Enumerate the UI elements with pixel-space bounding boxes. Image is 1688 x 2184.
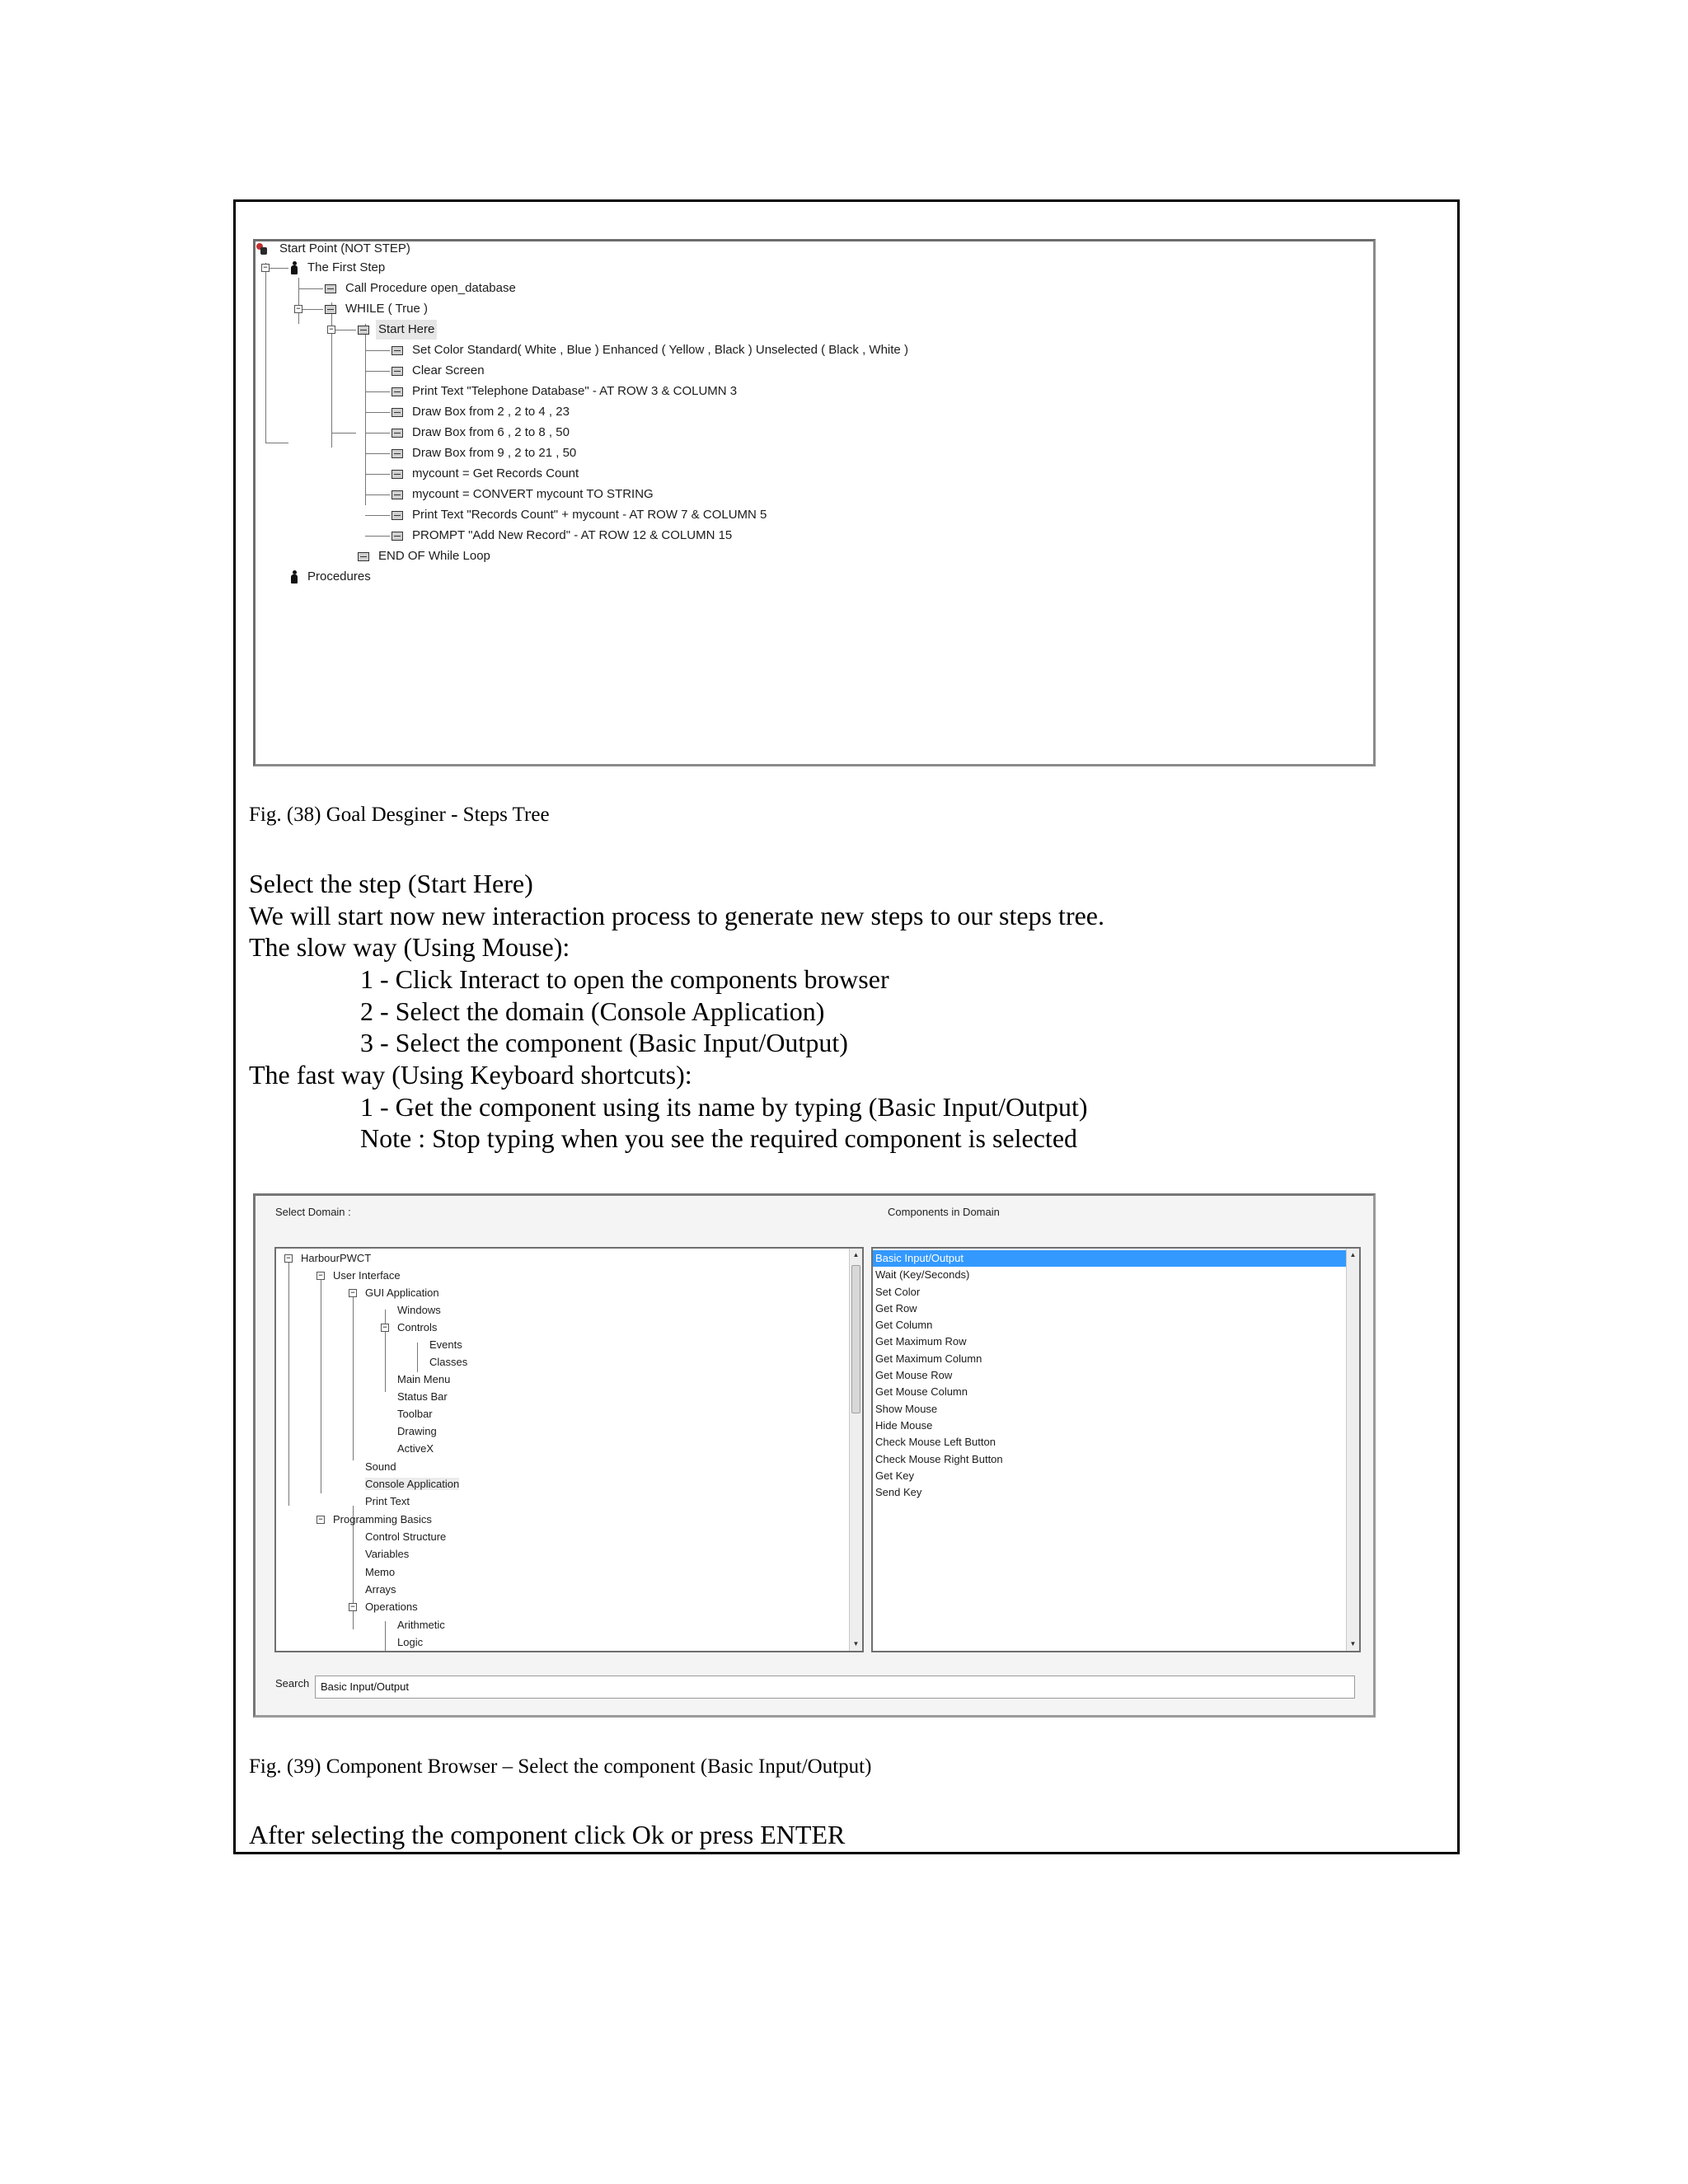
step-icon <box>392 449 403 458</box>
domain-node[interactable]: HarbourPWCT <box>301 1252 372 1264</box>
tree-line <box>365 391 390 392</box>
body-line: We will start now new interaction process to generate new steps to our steps tree. <box>249 901 1104 930</box>
tree-line <box>365 453 390 454</box>
domain-scrollbar[interactable] <box>849 1249 862 1651</box>
component-browser-screenshot <box>253 1193 1376 1718</box>
component-item[interactable]: Get Mouse Column <box>875 1385 968 1399</box>
tree-line <box>265 263 266 443</box>
search-input[interactable]: Basic Input/Output <box>315 1675 1355 1699</box>
tree-node-step[interactable]: PROMPT "Add New Record" - AT ROW 12 & COLUMN 15 <box>392 526 734 546</box>
tree-line <box>298 278 299 324</box>
component-item[interactable]: Hide Mouse <box>875 1418 933 1432</box>
body-line: 1 - Get the component using its name by typing (Basic Input/Output) <box>360 1092 1088 1122</box>
step-icon <box>392 532 403 541</box>
body-line: Note : Stop typing when you see the required component is selected <box>360 1123 1078 1153</box>
step-icon <box>358 552 369 561</box>
search-label: Search <box>275 1677 310 1690</box>
domain-node[interactable]: Drawing <box>397 1425 437 1437</box>
tree-line <box>365 324 366 505</box>
tree-node-step[interactable]: Print Text "Telephone Database" - AT ROW 3 & COLUMN 3 <box>392 382 739 401</box>
expand-collapse-icon[interactable]: − <box>349 1289 357 1297</box>
tree-node-step[interactable]: Draw Box from 9 , 2 to 21 , 50 <box>392 443 579 463</box>
tree-line <box>385 1621 386 1652</box>
component-item[interactable]: Set Color <box>875 1285 921 1298</box>
tree-node-start-point[interactable]: Start Point (NOT STEP) <box>256 239 413 259</box>
domain-node[interactable]: User Interface <box>333 1269 401 1282</box>
domain-node[interactable]: Logic <box>397 1636 424 1648</box>
component-item[interactable]: Send Key <box>875 1486 922 1499</box>
domain-node[interactable]: Status Bar <box>397 1390 448 1403</box>
step-icon <box>392 387 403 396</box>
expand-collapse-icon[interactable]: − <box>294 305 302 313</box>
domain-node[interactable]: Windows <box>397 1304 441 1316</box>
tree-line <box>365 474 390 475</box>
scroll-down-arrow-icon[interactable]: ▼ <box>1349 1640 1357 1647</box>
domain-node[interactable]: Classes <box>429 1356 468 1368</box>
step-icon <box>392 470 403 479</box>
steps-tree <box>256 241 1373 764</box>
tree-line <box>417 1343 418 1372</box>
tree-node-while[interactable]: WHILE ( True ) <box>325 299 430 319</box>
step-icon <box>392 346 403 355</box>
tree-node-procedures[interactable]: Procedures <box>290 567 373 587</box>
tree-node-step[interactable]: Set Color Standard( White , Blue ) Enhanced ( Yellow , Black ) Unselected ( Black , White ) <box>392 340 911 360</box>
component-item[interactable]: Get Column <box>875 1319 933 1332</box>
domain-node[interactable]: Toolbar <box>397 1408 433 1420</box>
tree-node-step[interactable]: Draw Box from 2 , 2 to 4 , 23 <box>392 402 572 422</box>
component-item-selected[interactable]: Basic Input/Output <box>873 1250 1346 1267</box>
tree-line <box>288 1258 289 1506</box>
domain-node[interactable]: Control Structure <box>365 1530 447 1543</box>
components-in-domain-label: Components in Domain <box>888 1206 1000 1218</box>
component-item[interactable]: Get Key <box>875 1469 914 1482</box>
body-line: 3 - Select the component (Basic Input/Output) <box>360 1028 848 1057</box>
domain-node[interactable]: Programming Basics <box>333 1513 432 1526</box>
domain-node[interactable]: Controls <box>397 1321 438 1333</box>
tree-node-start-here[interactable]: Start Here <box>358 320 437 340</box>
tree-line <box>365 412 390 413</box>
step-icon <box>392 408 403 417</box>
components-list-panel[interactable] <box>871 1247 1361 1652</box>
component-item[interactable]: Show Mouse <box>875 1402 938 1415</box>
domain-node[interactable]: GUI Application <box>365 1286 439 1299</box>
component-item[interactable]: Get Maximum Column <box>875 1352 982 1365</box>
tree-line <box>385 1310 386 1392</box>
scroll-up-arrow-icon[interactable]: ▲ <box>1349 1251 1357 1258</box>
expand-collapse-icon[interactable]: − <box>327 326 335 334</box>
tree-node-first-step[interactable]: The First Step <box>290 258 387 278</box>
step-icon <box>392 511 403 520</box>
steps-tree-screenshot <box>253 239 1376 766</box>
start-point-icon <box>256 242 269 255</box>
step-icon <box>358 326 369 335</box>
scroll-up-arrow-icon[interactable]: ▲ <box>852 1251 860 1258</box>
component-item[interactable]: Check Mouse Left Button <box>875 1436 996 1449</box>
tree-line <box>365 350 390 351</box>
step-icon <box>392 490 403 499</box>
component-item[interactable]: Get Mouse Row <box>875 1369 953 1382</box>
figure-38-caption: Fig. (38) Goal Desginer - Steps Tree <box>249 804 550 826</box>
domain-node[interactable]: Main Menu <box>397 1373 451 1385</box>
expand-collapse-icon[interactable]: − <box>261 264 270 272</box>
body-line: 1 - Click Interact to open the components browser <box>360 964 889 994</box>
tree-line <box>353 1291 354 1460</box>
component-item[interactable]: Get Row <box>875 1301 917 1315</box>
component-item[interactable]: Check Mouse Right Button <box>875 1452 1003 1465</box>
tree-node-step[interactable]: mycount = CONVERT mycount TO STRING <box>392 485 656 504</box>
tree-line <box>331 433 356 434</box>
expand-collapse-icon[interactable]: − <box>316 1272 325 1280</box>
expand-collapse-icon[interactable]: − <box>284 1254 293 1263</box>
tree-node-step[interactable]: Print Text "Records Count" + mycount - AT ROW 7 & COLUMN 5 <box>392 505 769 525</box>
component-item[interactable]: Get Maximum Row <box>875 1335 967 1348</box>
step-person-icon <box>290 570 298 583</box>
domain-node[interactable]: Arrays <box>365 1583 396 1596</box>
tree-line <box>365 433 390 434</box>
figure-39-caption: Fig. (39) Component Browser – Select the component (Basic Input/Output) <box>249 1755 872 1778</box>
body-line-final: After selecting the component click Ok or press ENTER <box>249 1820 846 1849</box>
body-line: The slow way (Using Mouse): <box>249 932 570 962</box>
domain-tree-panel[interactable] <box>274 1247 864 1652</box>
body-line: Select the step (Start Here) <box>249 869 533 898</box>
domain-node[interactable]: Events <box>429 1338 462 1351</box>
component-item[interactable]: Wait (Key/Seconds) <box>875 1268 970 1282</box>
tree-node-step[interactable]: Clear Screen <box>392 361 487 381</box>
expand-collapse-icon[interactable]: − <box>381 1324 389 1332</box>
step-person-icon <box>290 261 298 274</box>
tree-line <box>365 515 390 516</box>
components-list <box>873 1250 1346 1501</box>
domain-node[interactable]: Operations <box>365 1601 418 1613</box>
scrollbar-thumb[interactable] <box>851 1265 860 1413</box>
select-domain-label: Select Domain : <box>275 1206 351 1218</box>
step-icon <box>392 367 403 376</box>
tree-node-call-procedure[interactable]: Call Procedure open_database <box>325 279 518 298</box>
domain-node[interactable]: Sound <box>365 1460 396 1473</box>
step-icon <box>325 305 336 314</box>
domain-node[interactable]: Variables <box>365 1548 410 1560</box>
body-line: The fast way (Using Keyboard shortcuts): <box>249 1060 692 1090</box>
domain-tree <box>276 1249 862 1651</box>
tree-line <box>365 536 390 537</box>
tree-line <box>331 302 332 448</box>
tree-line <box>365 494 390 495</box>
domain-node[interactable]: ActiveX <box>397 1442 434 1455</box>
domain-node-console-application[interactable]: Console Application <box>365 1478 460 1490</box>
tree-node-end-while[interactable]: END OF While Loop <box>358 546 493 566</box>
tree-node-step[interactable]: Draw Box from 6 , 2 to 8 , 50 <box>392 423 572 443</box>
domain-node[interactable]: Print Text <box>365 1495 410 1507</box>
expand-collapse-icon[interactable]: − <box>349 1603 357 1611</box>
tree-line <box>298 288 323 289</box>
domain-node[interactable]: Arithmetic <box>397 1619 445 1631</box>
tree-node-step[interactable]: mycount = Get Records Count <box>392 464 581 484</box>
step-icon <box>392 429 403 438</box>
domain-node[interactable]: Memo <box>365 1566 396 1578</box>
components-scrollbar[interactable] <box>1346 1249 1359 1651</box>
scroll-down-arrow-icon[interactable]: ▼ <box>852 1640 860 1647</box>
expand-collapse-icon[interactable]: − <box>316 1516 325 1524</box>
step-icon <box>325 284 336 293</box>
tree-line <box>365 371 390 372</box>
body-line: 2 - Select the domain (Console Application) <box>360 996 825 1026</box>
